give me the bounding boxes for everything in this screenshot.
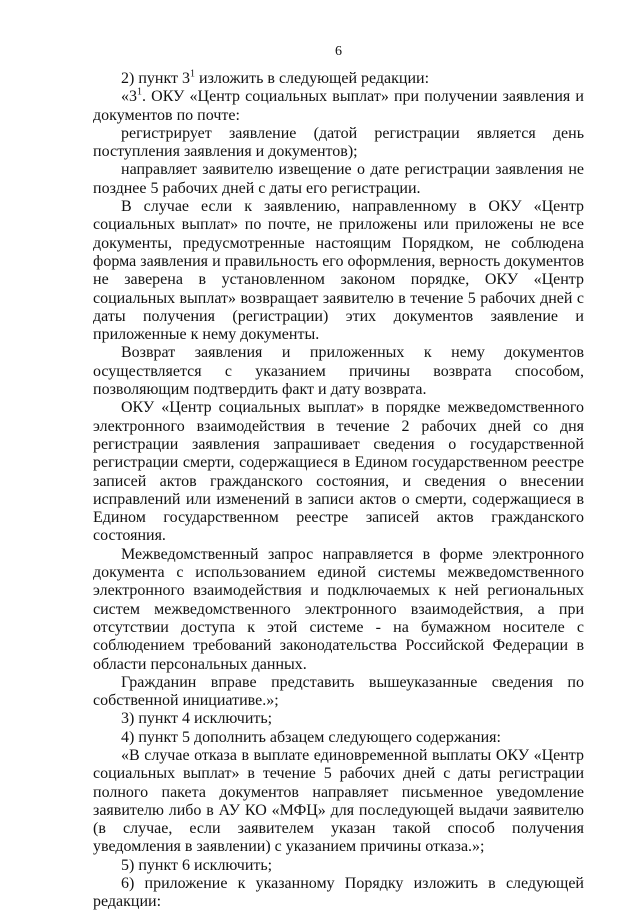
paragraph: Гражданин вправе представить вышеуказанные сведения по собственной инициативе.»; (93, 673, 584, 710)
paragraph: 2) пункт $3^1$ изложить в следующей редакции: (121, 68, 430, 87)
page-number: 6 (335, 44, 342, 59)
paragraph: регистрирует заявление (датой регистрации является день поступления заявления и документов); (93, 124, 584, 161)
paragraph: 4) пункт 5 дополнить абзацем следующего содержания: (121, 728, 501, 746)
paragraph: 3) пункт 4 исключить; (121, 710, 273, 728)
paragraph: направляет заявителю извещение о дате регистрации заявления не позднее 5 рабочих дней с даты его регистрации. (93, 161, 584, 197)
paragraph: «В случае отказа в выплате единовременной выплаты ОКУ «Центр социальных выплат» в течение 5 рабочих дней с даты регистрации полного пакета документов направляет письменное уведомление заявителю либо в АУ КО «МФЦ» для последующей выдачи заявителю (в случае, если заявителем указан такой способ получения уведомления в заявлении) с указанием причины отказа.»; (93, 746, 584, 856)
paragraph: В случае если к заявлению, направленному в ОКУ «Центр социальных выплат» по почте, не приложены или приложены не все документы, предусмотренные настоящим Порядком, не соблюдена форма заявления и правильность его оформления, верность документов не заверена в установленном законом порядке, ОКУ «Центр социальных выплат» возвращает заявителю в течение 5 рабочих дней с даты получения (регистрации) этих документов заявление и приложенные к нему документы. (93, 198, 584, 344)
paragraph: «$3^1$. ОКУ «Центр социальных выплат» при получении заявления и документов по почте: (93, 86, 584, 124)
paragraph: 5) пункт 6 исключить; (121, 856, 273, 874)
paragraph: Межведомственный запрос направляется в форме электронного документа с использованием единой системы межведомственного электронного взаимодействия и подключаемых к ней региональных систем межведомственного электронного взаимодействия, а при отсутствии доступа к этой системе - на бумажном носителе с соблюдением требований законодательства Российской Федерации в области персональных данных. (93, 545, 584, 673)
paragraph: Возврат заявления и приложенных к нему документов осуществляется с указанием причины возврата способом, позволяющим подтвердить факт и дату возврата. (93, 344, 584, 399)
paragraph: ОКУ «Центр социальных выплат» в порядке межведомственного электронного взаимодействия в течение 2 рабочих дней со дня регистрации заявления запрашивает сведения о государственной регистрации смерти, содержащиеся в Едином государственном реестре записей актов гражданского состояния, и сведения о внесении исправлений или изменений в записи актов о смерти, содержащиеся в Едином государственном реестре записей актов гражданского состояния. (93, 399, 584, 545)
document-body (93, 70, 584, 912)
paragraph: 6) приложение к указанному Порядку изложить в следующей редакции: (93, 875, 584, 911)
